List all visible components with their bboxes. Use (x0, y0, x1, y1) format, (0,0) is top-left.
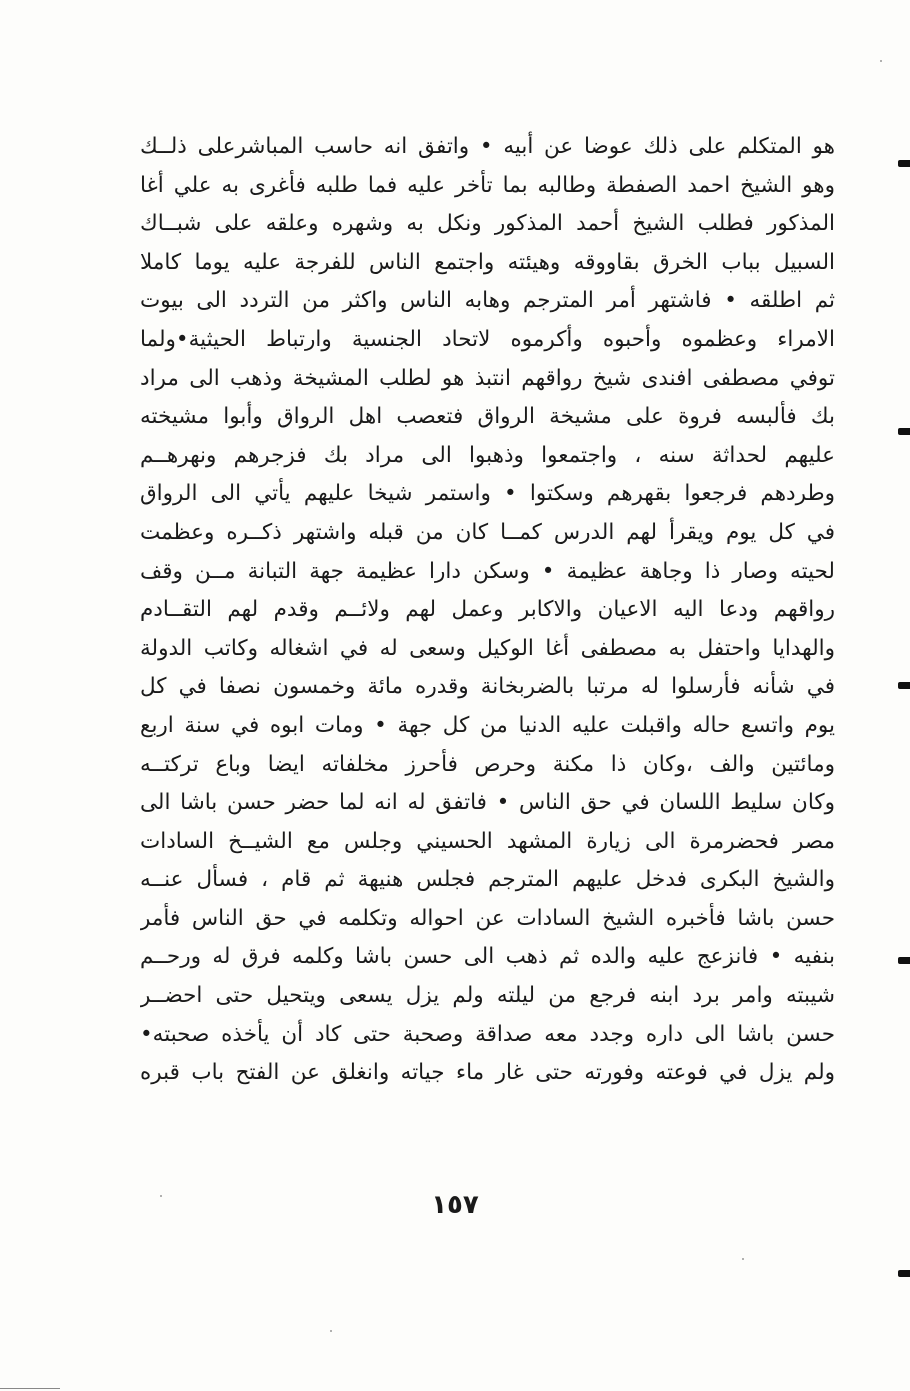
text-line: وطردهم فرجعوا بقهرهم وسكتوا • واستمر شيخا عليهم يأتي الى الرواق (140, 481, 835, 507)
text-line: رواقهم ودعا اليه الاعيان والاكابر وعمل لهم ولائــم وقدم لهم التقــادم (140, 597, 835, 623)
text-line: هو المتكلم على ذلك عوضا عن أبيه • واتفق انه حاسب المباشرعلى ذلــك (140, 134, 835, 159)
text-line: بنفيه • فانزعج عليه والده ثم ذهب الى حسن باشا وكلمه فرق له ورحــم (140, 944, 835, 970)
body-text (140, 128, 835, 1093)
text-line: حسن باشا الى داره وجدد معه صداقة وصحبة حتى كاد أن يأخذه صحبته• (140, 1021, 835, 1047)
text-line: عليهم لحداثة سنه ، واجتمعوا وذهبوا الى مراد بك فزجرهم ونهرهــم (140, 442, 835, 468)
text-line: المذكور فطلب الشيخ أحمد المذكور ونكل به وشهره وعلقه على شبــاك (140, 211, 835, 237)
scan-edge-mark (898, 1270, 910, 1277)
text-line: توفي مصطفى افندى شيخ رواقهم انتبذ هو لطلب المشيخة وذهب الى مراد (140, 365, 835, 391)
scan-speck (742, 1258, 744, 1260)
scan-edge-mark (898, 428, 910, 435)
scan-edge-mark (898, 160, 910, 167)
scan-edge-mark (898, 957, 910, 964)
text-line: السبيل بباب الخرق بقاووقه وهيئته واجتمع الناس للفرجة عليه يوما كاملا (140, 249, 835, 275)
text-line: يوم واتسع حاله واقبلت عليه الدنيا من كل جهة • ومات ابوه في سنة اربع (140, 712, 835, 738)
text-line: وكان سليط اللسان في حق الناس • فاتفق له انه لما حضر حسن باشا الى (140, 790, 835, 816)
text-line: في شأنه فأرسلوا له مرتبا بالضربخانة وقدره مائة وخمسون نصفا في كل (140, 674, 835, 700)
scan-bottom-line (0, 1388, 60, 1389)
text-line: ولم يزل في فوعته وفورته حتى غار ماء جياته وانغلق عن الفتح باب قبره (140, 1060, 835, 1086)
text-line: وهو الشيخ احمد الصفطة وطالبه بما تأخر عليه فما طلبه فأغرى به علي أغا (140, 172, 835, 198)
text-line: بك فألبسه فروة على مشيخة الرواق فتعصب اهل الرواق وأبوا مشيخته (140, 404, 835, 430)
text-line: والشيخ البكرى فدخل عليهم المترجم فجلس هنيهة ثم قام ، فسأل عنــه (140, 867, 835, 893)
scan-speck (330, 1330, 332, 1332)
scan-speck (160, 1195, 162, 1197)
text-line: ثم اطلقه • فاشتهر أمر المترجم وهابه الناس واكثر من التردد الى بيوت (140, 288, 835, 314)
text-line: ومائتين والف ،وكان ذا مكنة وحرص فأحرز مخلفاته ايضا وباع تركتــه (140, 751, 835, 777)
text-line: والهدايا واحتفل به مصطفى أغا الوكيل وسعى له في اشغاله وكاتب الدولة (140, 635, 835, 661)
text-line: الامراء وعظموه وأحبوه وأكرموه لاتحاد الجنسية وارتباط الحيثية•ولما (140, 326, 835, 352)
text-line: في كل يوم ويقرأ لهم الدرس كمــا كان من قبله واشتهر ذكــره وعظمت (140, 519, 835, 545)
text-line: حسن باشا فأخبره الشيخ السادات عن احواله وتكلمه في حق الناس فأمر (140, 905, 835, 931)
text-line: شيبته وامر برد ابنه فرجع من ليلته ولم يزل يسعى ويتحيل حتى احضــر (140, 983, 835, 1009)
text-line: مصر فحضرمرة الى زيارة المشهد الحسيني وجلس مع الشيــخ السادات (140, 828, 835, 854)
page-number: ١٥٧ (431, 1190, 479, 1220)
text-line: لحيته وصار ذا وجاهة عظيمة • وسكن دارا عظيمة جهة التبانة مــن وقف (140, 558, 835, 584)
scan-speck (880, 60, 882, 62)
scan-edge-mark (898, 682, 910, 689)
